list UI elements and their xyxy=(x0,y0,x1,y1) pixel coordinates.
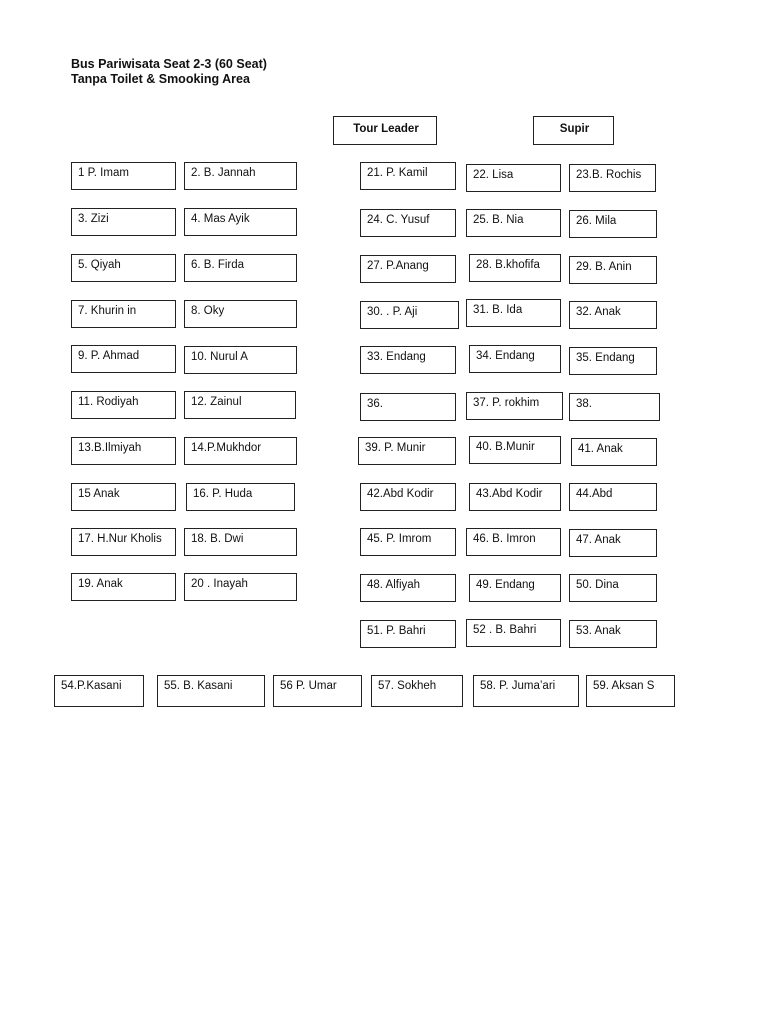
seat-box: 42.Abd Kodir xyxy=(360,483,456,511)
seat-box: 14.P.Mukhdor xyxy=(184,437,297,465)
seat-box: 53. Anak xyxy=(569,620,657,648)
tour-leader-box: Tour Leader xyxy=(333,116,437,145)
seat-box: 32. Anak xyxy=(569,301,657,329)
seat-box: 25. B. Nia xyxy=(466,209,561,237)
seat-box: 46. B. Imron xyxy=(466,528,561,556)
seat-box: 38. xyxy=(569,393,660,421)
seat-box: 11. Rodiyah xyxy=(71,391,176,419)
seat-box: 45. P. Imrom xyxy=(360,528,456,556)
seat-box: 50. Dina xyxy=(569,574,657,602)
bus-facility-note: Tanpa Toilet & Smooking Area xyxy=(71,72,250,86)
seat-box: 13.B.Ilmiyah xyxy=(71,437,176,465)
seat-box: 57. Sokheh xyxy=(371,675,463,707)
seat-box: 55. B. Kasani xyxy=(157,675,265,707)
seat-box: 39. P. Munir xyxy=(358,437,456,465)
seat-box: 8. Oky xyxy=(184,300,297,328)
seat-box: 3. Zizi xyxy=(71,208,176,236)
seat-box: 29. B. Anin xyxy=(569,256,657,284)
seat-box: 5. Qiyah xyxy=(71,254,176,282)
seat-box: 4. Mas Ayik xyxy=(184,208,297,236)
seat-box: 36. xyxy=(360,393,456,421)
seat-box: 33. Endang xyxy=(360,346,456,374)
seat-box: 15 Anak xyxy=(71,483,176,511)
seat-box: 20 . Inayah xyxy=(184,573,297,601)
seat-box: 31. B. Ida xyxy=(466,299,561,327)
seat-box: 19. Anak xyxy=(71,573,176,601)
seat-box: 56 P. Umar xyxy=(273,675,362,707)
bus-type-title: Bus Pariwisata Seat 2-3 (60 Seat) xyxy=(71,57,267,71)
seat-box: 27. P.Anang xyxy=(360,255,456,283)
seat-box: 54.P.Kasani xyxy=(54,675,144,707)
seat-box: 10. Nurul A xyxy=(184,346,297,374)
seat-box: 23.B. Rochis xyxy=(569,164,656,192)
seat-box: 17. H.Nur Kholis xyxy=(71,528,176,556)
seat-box: 18. B. Dwi xyxy=(184,528,297,556)
seat-box: 44.Abd xyxy=(569,483,657,511)
seat-box: 6. B. Firda xyxy=(184,254,297,282)
driver-box: Supir xyxy=(533,116,614,145)
seat-box: 41. Anak xyxy=(571,438,657,466)
seat-box: 59. Aksan S xyxy=(586,675,675,707)
seat-box: 35. Endang xyxy=(569,347,657,375)
seat-box: 52 . B. Bahri xyxy=(466,619,561,647)
seat-box: 47. Anak xyxy=(569,529,657,557)
seat-box: 37. P. rokhim xyxy=(466,392,563,420)
seat-box: 43.Abd Kodir xyxy=(469,483,561,511)
seat-box: 9. P. Ahmad xyxy=(71,345,176,373)
seat-box: 40. B.Munir xyxy=(469,436,561,464)
seat-box: 30. . P. Aji xyxy=(360,301,459,329)
seat-box: 21. P. Kamil xyxy=(360,162,456,190)
seat-box: 34. Endang xyxy=(469,345,561,373)
seat-box: 22. Lisa xyxy=(466,164,561,192)
seat-box: 49. Endang xyxy=(469,574,561,602)
seat-box: 24. C. Yusuf xyxy=(360,209,456,237)
seat-box: 48. Alfiyah xyxy=(360,574,456,602)
seat-box: 26. Mila xyxy=(569,210,657,238)
seat-box: 7. Khurin in xyxy=(71,300,176,328)
seat-box: 1 P. Imam xyxy=(71,162,176,190)
seat-box: 16. P. Huda xyxy=(186,483,295,511)
seat-box: 51. P. Bahri xyxy=(360,620,456,648)
seat-box: 2. B. Jannah xyxy=(184,162,297,190)
seat-box: 58. P. Juma’ari xyxy=(473,675,579,707)
document-header xyxy=(71,57,267,87)
seat-box: 28. B.khofifa xyxy=(469,254,561,282)
seat-box: 12. Zainul xyxy=(184,391,296,419)
